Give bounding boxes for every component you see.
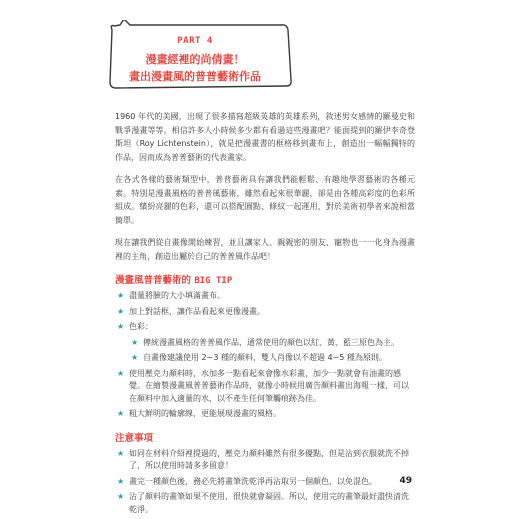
practice-paragraph: 現在讓我們從自畫像開始練習，並且讓家人、親親密的朋友、寵物也一一化身為漫畫裡的主角，創造出屬於自己的普普風作品吧！ bbox=[115, 238, 415, 261]
tips-heading bbox=[115, 272, 415, 286]
star-bullet-icon: ★ bbox=[117, 476, 125, 486]
star-bullet-icon: ★ bbox=[117, 306, 125, 316]
chapter-title-line2: 畫出漫畫風的普普藝術作品 bbox=[129, 70, 261, 83]
list-item: ★ 色彩： ★ 傳統漫畫風格的普普風作品，通常使用的顏色以紅、黃、藍三原色為主。 ★ 自畫像建議使用 2~3 種的顏料，雙人肖像以不超過 4~5 種為原則。 bbox=[115, 321, 415, 365]
list-item: ★ 沾了顏料的畫筆如果不使用，很快就會凝固。所以，使用完的畫筆最好盡快清洗乾淨。 bbox=[117, 492, 409, 514]
star-bullet-icon: ★ bbox=[117, 409, 125, 418]
list-item: ★ 自畫像建議使用 2~3 種的顏料，雙人肖像以不超過 4~5 種為原則。 bbox=[129, 352, 415, 365]
notes-list bbox=[115, 448, 415, 517]
star-bullet-icon: ★ bbox=[117, 322, 125, 331]
chapter-title-line1: 漫畫經裡的尚倩畫！ bbox=[145, 53, 245, 66]
list-item: ★ 畫完一種顏色後，務必先將畫筆洗乾淨再沾取另一個顏色，以免混色。 bbox=[115, 476, 415, 489]
list-item: ★ 盡量將臉的大小填滿畫布。 bbox=[115, 290, 415, 303]
star-bullet-icon: ★ bbox=[117, 291, 125, 300]
page-content bbox=[115, 110, 415, 519]
tips-heading-en: BIG TIP bbox=[194, 276, 233, 286]
list-item: ★ 傳統漫畫風格的普普風作品，通常使用的顏色以紅、黃、藍三原色為主。 bbox=[129, 337, 415, 350]
star-bullet-icon: ★ bbox=[131, 337, 139, 347]
list-item: ★ 使用壓克力顏料時，水加多一點看起來會像水彩畫，加少一點就會有油畫的感覺。在繪製漫畫風普普藝術作品時，就像小時候用廣告顏料畫出海報一樣，可以在顏料中加入適量的水，以不產生任何筆觸痕跡為佳。 bbox=[117, 368, 409, 403]
star-bullet-icon: ★ bbox=[117, 448, 125, 458]
list-item: ★ 粗大鮮明的輪廓線，更能展現漫畫的風格。 bbox=[115, 408, 415, 421]
intro-paragraph: 1960 年代的美國，出現了很多描寫超級英雄的英雄系列，敘述男女感情的羅曼史和戰爭漫畫等等。相信許多人小時候多少都有看過這些漫畫吧？能面提到的羅伊李奇登斯坦（Roy Lichtenstein），就是把漫畫書的框格移到畫布上，創造出一幅幅獨特的作品，因而成為普普藝術的代表畫家。 bbox=[115, 112, 415, 162]
notes-heading: 注意事項 bbox=[115, 432, 154, 444]
list-item: ★ 如同在材料介紹裡提過的，壓克力顏料雖然有很多優點，但是沾到衣服就洗不掉了，所以使用時請多多留意！ bbox=[117, 448, 409, 470]
list-item: ★ 加上對話框，讓作品看起來更像漫畫。 bbox=[115, 306, 415, 319]
star-bullet-icon: ★ bbox=[131, 353, 139, 362]
chapter-header-bubble bbox=[100, 20, 300, 92]
color-sub-list bbox=[129, 337, 415, 365]
pop-art-paragraph: 在各式各樣的藝術類型中，普普藝術具有讓我們能輕鬆、有趣地學習藝術的各種元素。特別是漫畫風格的普普風藝術，雖然看起來很華麗，卻是由各種高彩度的色彩所組成。繽紛亮麗的色彩，還可以搭配圓點、條紋一起運用，對於美術初學者來說相當簡單。 bbox=[115, 175, 415, 225]
star-bullet-icon: ★ bbox=[117, 368, 125, 378]
tips-heading-cn: 漫畫風普普藝術的 bbox=[115, 275, 195, 286]
star-bullet-icon: ★ bbox=[117, 492, 125, 501]
part-label: PART 4 bbox=[177, 36, 213, 46]
tips-list bbox=[115, 290, 415, 421]
page-number: 49 bbox=[399, 476, 412, 486]
